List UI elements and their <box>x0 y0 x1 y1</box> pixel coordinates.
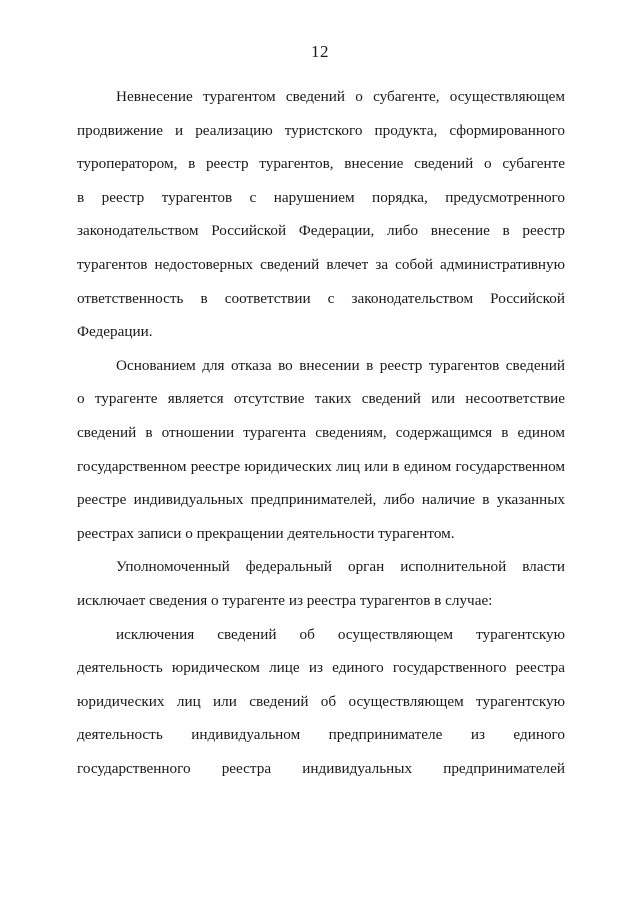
text-line: исключает сведения о турагенте из реестра турагентов в случае: <box>77 591 493 609</box>
text-line: Уполномоченный федеральный орган исполнительной власти <box>116 558 565 576</box>
text-line: сведений в отношении турагента сведениям, содержащимся в едином <box>77 423 565 441</box>
text-line: туроператором, в реестр турагентов, внесение сведений о субагенте <box>77 155 565 173</box>
text-line: Невнесение турагентом сведений о субагенте, осуществляющем <box>116 88 565 105</box>
text-line: законодательством Российской Федерации, либо внесение в реестр <box>77 222 565 240</box>
text-line: государственном реестре юридических лиц или в едином государственном <box>77 457 565 475</box>
text-line: реестре индивидуальных предпринимателей, либо наличие в указанных <box>77 491 565 509</box>
paragraph <box>77 80 565 349</box>
text-line: ответственность в соответствии с законодательством Российской <box>77 289 565 307</box>
text-line: о турагенте является отсутствие таких сведений или несоответствие <box>77 390 565 408</box>
text-line: деятельность индивидуальном предпринимателе из единого <box>77 726 565 744</box>
text-line: деятельность юридическом лице из единого государственного реестра <box>77 659 565 677</box>
text-line: в реестр турагентов с нарушением порядка, предусмотренного <box>77 188 565 206</box>
text-line: турагентов недостоверных сведений влечет за собой административную <box>77 255 565 273</box>
page-number: 12 <box>311 42 329 61</box>
paragraph <box>77 349 565 551</box>
text-line: государственного реестра индивидуальных предпринимателей <box>77 759 565 777</box>
text-line: Федерации. <box>77 323 153 341</box>
text-line: юридических лиц или сведений об осуществляющем турагентскую <box>77 692 565 710</box>
text-line: Основанием для отказа во внесении в реестр турагентов сведений <box>116 356 565 374</box>
paragraph <box>77 550 565 617</box>
document-body <box>77 80 565 785</box>
paragraph <box>77 618 565 786</box>
text-line: продвижение и реализацию туристского продукта, сформированного <box>77 121 565 139</box>
text-line: исключения сведений об осуществляющем турагентскую <box>116 625 565 643</box>
text-line: реестрах записи о прекращении деятельности турагентом. <box>77 524 455 542</box>
